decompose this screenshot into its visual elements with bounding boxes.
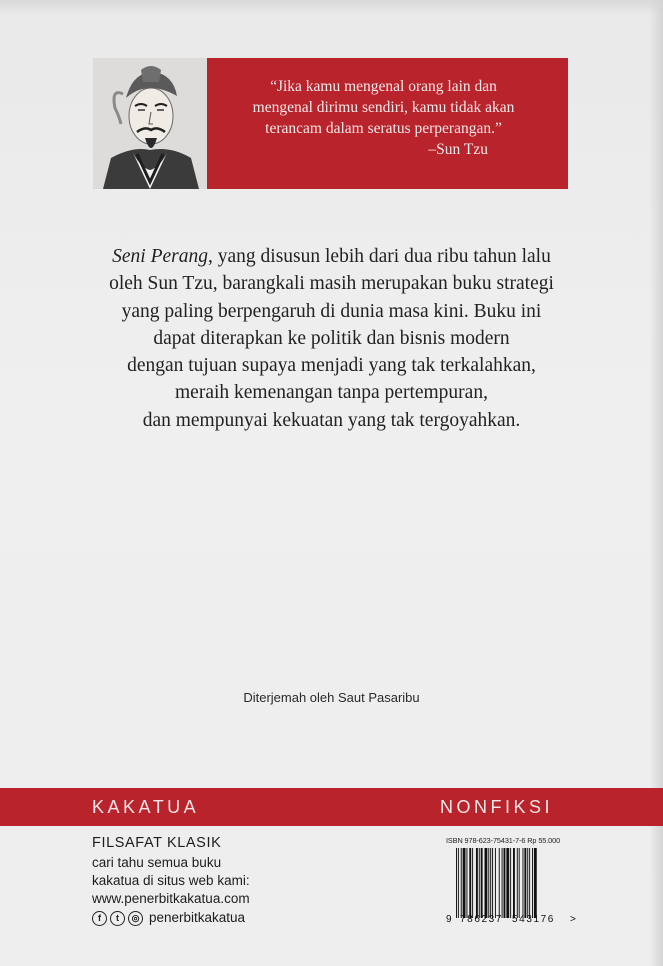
book-description bbox=[60, 243, 603, 434]
description-line bbox=[60, 243, 603, 270]
barcode-left-digits: 786237 bbox=[460, 914, 503, 925]
barcode-right-digits: 543176 bbox=[512, 914, 555, 925]
publisher-info bbox=[92, 834, 250, 927]
isbn-price: ISBN 978-623-75431-7-6 Rp 55.000 bbox=[446, 836, 561, 845]
description-line: meraih kemenangan tanpa pertempuran, bbox=[175, 382, 488, 404]
quote-line: “Jika kamu mengenal orang lain dan bbox=[270, 78, 497, 95]
category-label: NONFIKSI bbox=[440, 797, 554, 817]
description-line: dan mempunyai kekuatan yang tak tergoyahkan. bbox=[142, 409, 521, 431]
cover-top-edge bbox=[0, 0, 663, 14]
publisher-name: KAKATUA bbox=[92, 797, 200, 817]
translator-credit: Diterjemah oleh Saut Pasaribu bbox=[243, 690, 420, 705]
barcode-first-digit: 9 bbox=[446, 914, 452, 925]
quote-line: mengenal dirimu sendiri, kamu tidak akan bbox=[252, 99, 515, 116]
info-line: cari tahu semua buku bbox=[92, 855, 222, 870]
website-url: www.penerbitkakatua.com bbox=[92, 891, 250, 906]
quote-panel bbox=[207, 58, 568, 189]
series-name: FILSAFAT KLASIK bbox=[92, 835, 222, 851]
social-handle: penerbitkakatua bbox=[149, 910, 246, 925]
instagram-icon: ◎ bbox=[128, 911, 143, 926]
social-links bbox=[92, 909, 250, 927]
description-line: dapat diterapkan ke politik dan bisnis modern bbox=[153, 327, 510, 349]
publisher-band bbox=[0, 788, 663, 826]
description-line: yang paling berpengaruh di dunia masa kini. Buku ini bbox=[121, 300, 542, 322]
facebook-icon: f bbox=[92, 911, 107, 926]
book-title: Seni Perang bbox=[112, 246, 209, 267]
quote-line: terancam dalam seratus perperangan.” bbox=[265, 120, 502, 137]
barcode-bars bbox=[456, 848, 564, 918]
quote-author: –Sun Tzu bbox=[428, 141, 488, 158]
sun-tzu-portrait bbox=[93, 58, 207, 189]
twitter-icon: t bbox=[110, 911, 125, 926]
barcode bbox=[446, 836, 578, 940]
description-line: dengan tujuan supaya menjadi yang tak terkalahkan, bbox=[127, 355, 536, 377]
info-line: kakatua di situs web kami: bbox=[92, 873, 250, 888]
barcode-arrow: > bbox=[570, 914, 576, 925]
description-text: , yang disusun lebih dari dua ribu tahun lalu bbox=[208, 246, 551, 267]
quote-block bbox=[93, 58, 568, 189]
description-line: oleh Sun Tzu, barangkali masih merupakan buku strategi bbox=[109, 273, 554, 295]
